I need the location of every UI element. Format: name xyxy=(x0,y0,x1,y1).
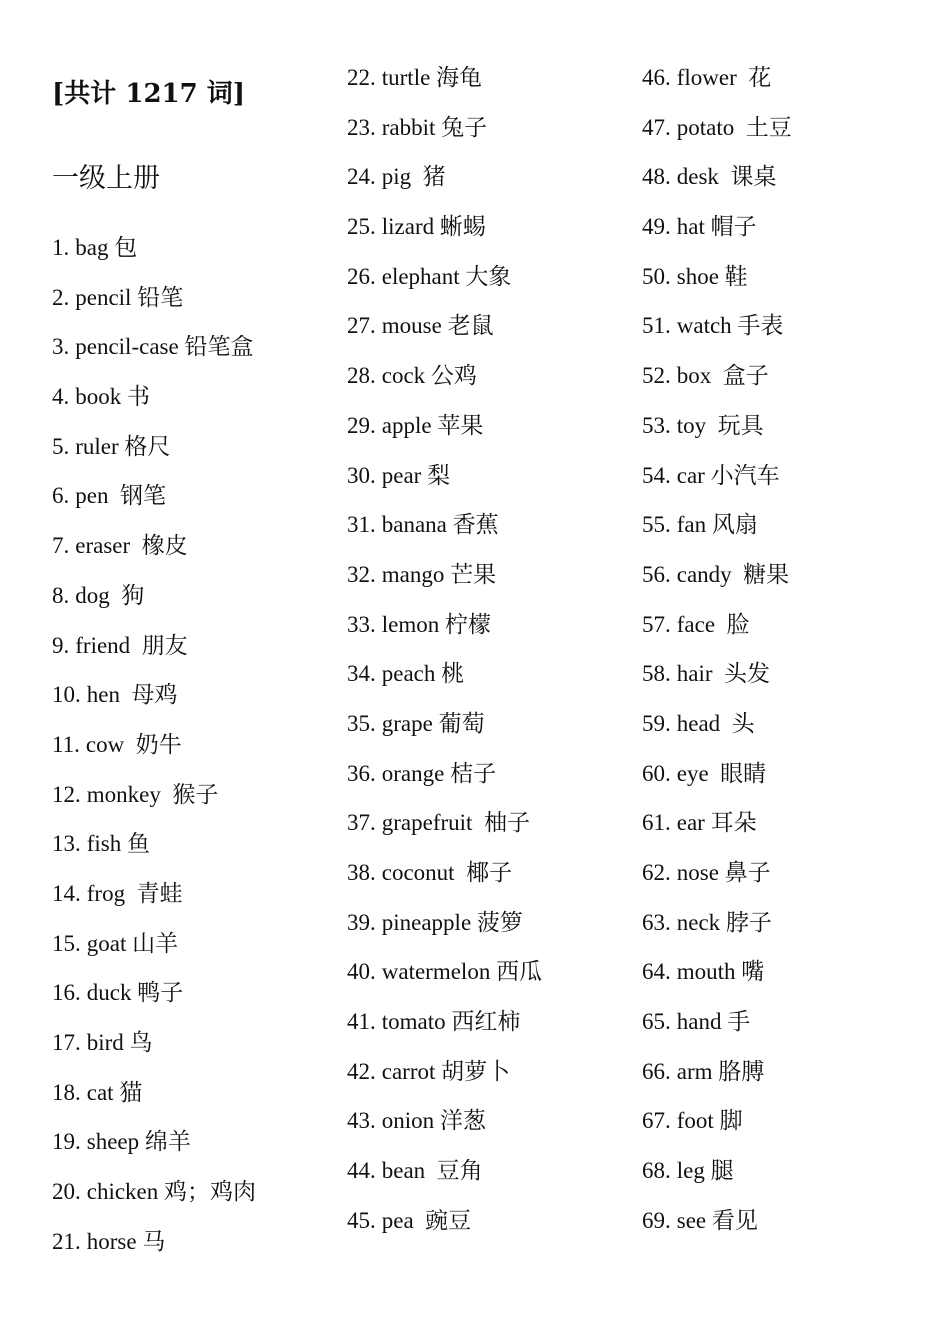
entry-chinese-meaning: 脸 xyxy=(726,611,750,638)
vocab-entry xyxy=(52,1222,256,1272)
entry-english-word: turtle xyxy=(381,65,437,90)
entry-number: 53. xyxy=(642,412,671,438)
entry-number: 35. xyxy=(347,710,376,736)
vocab-list-2 xyxy=(347,58,542,1251)
vocab-entry xyxy=(52,278,256,328)
entry-number: 20. xyxy=(52,1179,81,1205)
entry-english-word: ruler xyxy=(75,433,125,459)
vocab-entry xyxy=(642,456,792,506)
entry-english-word: toy xyxy=(676,412,718,438)
vocab-entry xyxy=(52,576,256,626)
entry-number: 14. xyxy=(52,880,81,906)
entry-number: 56. xyxy=(642,561,671,587)
entry-chinese-meaning: 兔子 xyxy=(441,114,488,141)
vocab-entry xyxy=(642,1101,792,1151)
entry-english-word: box xyxy=(676,363,723,389)
entry-number: 3. xyxy=(52,334,70,360)
entry-chinese-meaning: 格尺 xyxy=(124,433,171,460)
entry-english-word: pencil-case xyxy=(75,334,185,360)
vocab-entry xyxy=(642,108,792,158)
entry-english-word: rabbit xyxy=(381,114,442,140)
entry-chinese-meaning: 葡萄 xyxy=(438,710,485,737)
entry-number: 42. xyxy=(347,1058,376,1084)
vocab-entry xyxy=(52,377,256,427)
vocab-entry xyxy=(642,1052,792,1102)
entry-number: 30. xyxy=(347,462,376,488)
entry-number: 66. xyxy=(642,1058,671,1084)
vocab-entry xyxy=(347,356,542,406)
entry-chinese-meaning: 桃 xyxy=(441,661,465,688)
entry-chinese-meaning: 猪 xyxy=(422,164,446,191)
entry-english-word: arm xyxy=(676,1058,719,1084)
entry-number: 55. xyxy=(642,512,671,538)
vocab-entry xyxy=(347,505,542,555)
vocab-entry xyxy=(347,555,542,605)
entry-number: 22. xyxy=(347,65,376,90)
entry-number: 8. xyxy=(52,582,70,608)
entry-chinese-meaning: 海龟 xyxy=(436,65,483,91)
entry-chinese-meaning: 狗 xyxy=(121,582,145,609)
entry-number: 10. xyxy=(52,682,81,708)
entry-number: 16. xyxy=(52,980,81,1006)
entry-chinese-meaning: 芒果 xyxy=(450,561,497,588)
vocab-list-1 xyxy=(52,228,256,1271)
entry-chinese-meaning: 香蕉 xyxy=(452,512,499,539)
vocab-entry xyxy=(52,626,256,676)
entry-english-word: apple xyxy=(381,412,438,438)
entry-number: 19. xyxy=(52,1129,81,1155)
entry-chinese-meaning: 课桌 xyxy=(730,164,777,191)
entry-english-word: onion xyxy=(381,1108,440,1134)
vocab-entry xyxy=(642,605,792,655)
entry-chinese-meaning: 铅笔盒 xyxy=(184,334,254,361)
entry-number: 40. xyxy=(347,959,376,985)
entry-english-word: fish xyxy=(86,831,127,857)
vocab-entry xyxy=(52,1073,256,1123)
entry-number: 15. xyxy=(52,930,81,956)
entry-chinese-meaning: 鼻子 xyxy=(724,860,771,886)
entry-chinese-meaning: 帽子 xyxy=(710,214,757,241)
vocab-entry xyxy=(52,973,256,1023)
entry-english-word: fan xyxy=(676,512,712,538)
entry-chinese-meaning: 头发 xyxy=(724,661,771,688)
entry-chinese-meaning: 鸭子 xyxy=(137,980,184,1007)
entry-number: 65. xyxy=(642,1009,671,1035)
entry-english-word: duck xyxy=(86,980,138,1006)
entry-chinese-meaning: 母鸡 xyxy=(131,682,178,709)
entry-english-word: pineapple xyxy=(381,909,477,935)
entry-chinese-meaning: 钢笔 xyxy=(119,483,166,510)
entry-english-word: cat xyxy=(86,1079,120,1105)
entry-english-word: shoe xyxy=(676,263,725,289)
entry-english-word: see xyxy=(676,1207,712,1233)
entry-number: 11. xyxy=(52,731,80,757)
vocab-entry xyxy=(52,725,256,775)
entry-english-word: horse xyxy=(86,1228,143,1254)
entry-number: 68. xyxy=(642,1158,671,1184)
vocab-entry xyxy=(642,853,792,903)
entry-english-word: tomato xyxy=(381,1009,452,1035)
vocab-entry xyxy=(347,704,542,754)
entry-number: 60. xyxy=(642,760,671,786)
entry-english-word: nose xyxy=(676,860,725,885)
entry-number: 25. xyxy=(347,214,376,240)
entry-number: 49. xyxy=(642,214,671,240)
entry-english-word: lemon xyxy=(381,611,445,637)
entry-number: 17. xyxy=(52,1030,81,1055)
entry-english-word: ear xyxy=(676,810,711,836)
entry-number: 26. xyxy=(347,263,376,289)
entry-chinese-meaning: 鸟 xyxy=(129,1030,153,1056)
entry-chinese-meaning: 椰子 xyxy=(466,860,513,886)
vocab-entry xyxy=(642,754,792,804)
entry-chinese-meaning: 看见 xyxy=(711,1207,758,1234)
entry-number: 28. xyxy=(347,363,376,389)
vocab-entry xyxy=(642,257,792,307)
entry-number: 46. xyxy=(642,65,671,90)
entry-chinese-meaning: 猫 xyxy=(119,1079,143,1106)
entry-number: 45. xyxy=(347,1207,376,1233)
entry-chinese-meaning: 耳朵 xyxy=(710,810,757,837)
entry-number: 58. xyxy=(642,661,671,687)
entry-chinese-meaning: 嘴 xyxy=(741,959,765,986)
vocab-entry xyxy=(642,903,792,953)
entry-number: 63. xyxy=(642,909,671,935)
entry-english-word: pig xyxy=(381,164,423,190)
entry-chinese-meaning: 大象 xyxy=(465,263,512,290)
entry-english-word: mango xyxy=(381,561,451,587)
entry-chinese-meaning: 青蛙 xyxy=(136,880,183,907)
entry-english-word: hair xyxy=(676,661,725,687)
entry-chinese-meaning: 苹果 xyxy=(437,412,484,439)
entry-number: 47. xyxy=(642,114,671,140)
vocab-entry xyxy=(347,1002,542,1052)
vocab-entry xyxy=(52,327,256,377)
entry-chinese-meaning: 糖果 xyxy=(743,561,790,588)
entry-english-word: hat xyxy=(676,214,711,240)
vocab-entry xyxy=(52,427,256,477)
vocab-entry xyxy=(347,456,542,506)
entry-chinese-meaning: 手表 xyxy=(737,313,784,340)
entry-english-word: grapefruit xyxy=(381,810,484,836)
entry-english-word: eraser xyxy=(75,533,142,559)
entry-chinese-meaning: 马 xyxy=(142,1228,166,1255)
entry-english-word: foot xyxy=(676,1108,720,1134)
entry-english-word: grape xyxy=(381,710,439,736)
vocab-entry xyxy=(347,654,542,704)
entry-number: 27. xyxy=(347,313,376,339)
entry-chinese-meaning: 西红柿 xyxy=(451,1009,521,1036)
entry-number: 62. xyxy=(642,860,671,885)
vocab-entry xyxy=(642,207,792,257)
vocab-entry xyxy=(642,555,792,605)
entry-english-word: head xyxy=(676,710,732,736)
entry-english-word: pen xyxy=(75,483,120,509)
entry-number: 67. xyxy=(642,1108,671,1134)
entry-number: 50. xyxy=(642,263,671,289)
vocab-entry xyxy=(347,853,542,903)
entry-english-word: friend xyxy=(75,632,142,658)
entry-number: 7. xyxy=(52,533,70,559)
entry-number: 23. xyxy=(347,114,376,140)
vocab-entry xyxy=(52,1172,256,1222)
entry-number: 51. xyxy=(642,313,671,339)
vocab-entry xyxy=(642,356,792,406)
entry-english-word: face xyxy=(676,611,727,637)
vocab-entry xyxy=(52,824,256,874)
entry-chinese-meaning: 桔子 xyxy=(450,760,497,787)
entry-english-word: bean xyxy=(381,1158,437,1184)
entry-chinese-meaning: 豌豆 xyxy=(425,1207,472,1234)
entry-chinese-meaning: 柠檬 xyxy=(445,611,491,638)
vocab-entry xyxy=(642,58,792,108)
entry-english-word: carrot xyxy=(381,1058,442,1084)
entry-english-word: dog xyxy=(75,582,122,608)
entry-chinese-meaning: 玩具 xyxy=(717,412,764,439)
entry-chinese-meaning: 梨 xyxy=(427,462,451,489)
vocab-entry xyxy=(642,306,792,356)
entry-number: 1. xyxy=(52,235,70,260)
entry-chinese-meaning: 腿 xyxy=(710,1158,734,1185)
entry-chinese-meaning: 鱼 xyxy=(127,831,150,858)
entry-chinese-meaning: 铅笔 xyxy=(137,284,184,311)
entry-number: 54. xyxy=(642,462,671,488)
vocab-entry xyxy=(642,157,792,207)
vocab-entry xyxy=(642,406,792,456)
entry-chinese-meaning: 眼睛 xyxy=(720,760,767,787)
entry-chinese-meaning: 公鸡 xyxy=(430,363,477,390)
entry-english-word: bag xyxy=(75,235,115,260)
entry-english-word: peach xyxy=(381,661,442,687)
entry-number: 64. xyxy=(642,959,671,985)
entry-number: 33. xyxy=(347,611,376,637)
vocab-entry xyxy=(642,704,792,754)
entry-chinese-meaning: 鸡；鸡肉 xyxy=(164,1179,257,1206)
entry-english-word: hen xyxy=(86,682,132,708)
entry-chinese-meaning: 头 xyxy=(731,710,755,737)
vocab-entry xyxy=(347,952,542,1002)
vocab-entry xyxy=(642,1002,792,1052)
entry-chinese-meaning: 柚子 xyxy=(483,810,530,837)
vocab-entry xyxy=(52,228,256,278)
entry-chinese-meaning: 风扇 xyxy=(711,512,758,539)
entry-number: 34. xyxy=(347,661,376,687)
entry-number: 6. xyxy=(52,483,70,509)
entry-english-word: book xyxy=(75,384,127,410)
vocab-entry xyxy=(642,1201,792,1251)
entry-chinese-meaning: 橡皮 xyxy=(141,533,188,560)
entry-number: 9. xyxy=(52,632,70,658)
entry-chinese-meaning: 老鼠 xyxy=(447,313,494,340)
vocab-entry xyxy=(347,1052,542,1102)
entry-english-word: leg xyxy=(676,1158,711,1184)
vocab-entry xyxy=(642,952,792,1002)
entry-english-word: cock xyxy=(381,363,431,389)
entry-english-word: pea xyxy=(381,1207,426,1233)
entry-number: 2. xyxy=(52,284,70,310)
entry-english-word: desk xyxy=(676,164,731,190)
entry-chinese-meaning: 花 xyxy=(748,65,772,91)
entry-chinese-meaning: 奶牛 xyxy=(135,731,182,758)
entry-english-word: cow xyxy=(85,731,136,757)
vocab-entry xyxy=(347,157,542,207)
entry-english-word: candy xyxy=(676,561,744,587)
entry-chinese-meaning: 西瓜 xyxy=(496,959,543,986)
entry-english-word: lizard xyxy=(381,214,440,240)
entry-chinese-meaning: 小汽车 xyxy=(710,462,780,489)
entry-chinese-meaning: 朋友 xyxy=(141,632,188,659)
entry-english-word: banana xyxy=(381,512,453,538)
entry-number: 29. xyxy=(347,412,376,438)
vocab-entry xyxy=(52,1023,256,1073)
entry-chinese-meaning: 蜥蜴 xyxy=(439,214,486,241)
entry-english-word: elephant xyxy=(381,263,466,289)
entry-number: 52. xyxy=(642,363,671,389)
entry-number: 44. xyxy=(347,1158,376,1184)
entry-number: 32. xyxy=(347,561,376,587)
entry-number: 61. xyxy=(642,810,671,836)
entry-chinese-meaning: 手 xyxy=(727,1009,751,1036)
vocab-entry xyxy=(347,903,542,953)
entry-chinese-meaning: 胳膊 xyxy=(718,1058,765,1085)
entry-english-word: neck xyxy=(676,909,726,935)
vocab-entry xyxy=(347,306,542,356)
vocab-list-3 xyxy=(642,58,792,1251)
entry-number: 41. xyxy=(347,1009,376,1035)
entry-number: 37. xyxy=(347,810,376,836)
entry-chinese-meaning: 洋葱 xyxy=(439,1108,486,1135)
vocab-entry xyxy=(347,1201,542,1251)
vocab-entry xyxy=(52,775,256,825)
vocab-entry xyxy=(642,803,792,853)
entry-english-word: chicken xyxy=(86,1179,165,1205)
entry-chinese-meaning: 胡萝卜 xyxy=(441,1058,511,1085)
vocab-entry xyxy=(347,207,542,257)
entry-number: 31. xyxy=(347,512,376,538)
vocab-entry xyxy=(347,1101,542,1151)
vocab-entry xyxy=(52,1122,256,1172)
entry-chinese-meaning: 猴子 xyxy=(172,781,219,808)
entry-english-word: eye xyxy=(676,760,721,786)
entry-number: 38. xyxy=(347,860,376,885)
entry-chinese-meaning: 鞋 xyxy=(724,263,748,290)
entry-chinese-meaning: 豆角 xyxy=(436,1158,483,1185)
entry-number: 12. xyxy=(52,781,81,807)
entry-english-word: mouse xyxy=(381,313,448,339)
vocab-entry xyxy=(347,754,542,804)
entry-number: 43. xyxy=(347,1108,376,1134)
vocab-entry xyxy=(52,526,256,576)
entry-english-word: orange xyxy=(381,760,451,786)
section-title: 一级上册 xyxy=(52,163,160,193)
entry-number: 24. xyxy=(347,164,376,190)
entry-chinese-meaning: 书 xyxy=(127,384,150,411)
entry-english-word: coconut xyxy=(381,860,467,885)
entry-number: 36. xyxy=(347,760,376,786)
entry-english-word: pear xyxy=(381,462,428,488)
entry-number: 4. xyxy=(52,384,70,410)
vocab-entry xyxy=(642,1151,792,1201)
entry-number: 21. xyxy=(52,1228,81,1254)
entry-number: 57. xyxy=(642,611,671,637)
entry-english-word: car xyxy=(676,462,711,488)
vocab-entry xyxy=(52,874,256,924)
vocab-entry xyxy=(642,654,792,704)
entry-english-word: frog xyxy=(86,880,137,906)
entry-number: 13. xyxy=(52,831,81,857)
entry-english-word: watch xyxy=(676,313,738,339)
entry-number: 5. xyxy=(52,433,70,459)
entry-chinese-meaning: 包 xyxy=(114,235,138,261)
entry-english-word: sheep xyxy=(86,1129,145,1155)
entry-english-word: watermelon xyxy=(381,959,497,985)
entry-number: 48. xyxy=(642,164,671,190)
vocab-entry xyxy=(347,108,542,158)
vocab-entry xyxy=(52,476,256,526)
entry-number: 39. xyxy=(347,909,376,935)
entry-number: 69. xyxy=(642,1207,671,1233)
entry-english-word: hand xyxy=(676,1009,728,1035)
vocab-entry xyxy=(347,406,542,456)
entry-chinese-meaning: 绵羊 xyxy=(144,1129,191,1156)
entry-chinese-meaning: 脚 xyxy=(719,1108,743,1135)
entry-english-word: potato xyxy=(676,114,746,140)
entry-chinese-meaning: 山羊 xyxy=(132,930,179,957)
entry-chinese-meaning: 土豆 xyxy=(745,114,792,141)
entry-english-word: mouth xyxy=(676,959,742,985)
entry-english-word: monkey xyxy=(86,781,173,807)
entry-number: 59. xyxy=(642,710,671,736)
entry-english-word: flower xyxy=(676,65,749,90)
vocab-entry xyxy=(347,257,542,307)
entry-chinese-meaning: 脖子 xyxy=(725,909,772,936)
vocab-entry xyxy=(347,803,542,853)
word-count-heading: [共计 1217 词] xyxy=(52,79,246,109)
vocab-entry xyxy=(52,675,256,725)
vocab-entry xyxy=(347,605,542,655)
entry-english-word: goat xyxy=(86,930,133,956)
entry-english-word: bird xyxy=(86,1030,130,1055)
vocab-entry xyxy=(347,1151,542,1201)
vocab-entry xyxy=(52,924,256,974)
entry-chinese-meaning: 菠箩 xyxy=(476,909,523,936)
vocab-entry xyxy=(642,505,792,555)
entry-number: 18. xyxy=(52,1079,81,1105)
entry-english-word: pencil xyxy=(75,284,138,310)
entry-chinese-meaning: 盒子 xyxy=(722,363,769,390)
vocab-entry xyxy=(347,58,542,108)
